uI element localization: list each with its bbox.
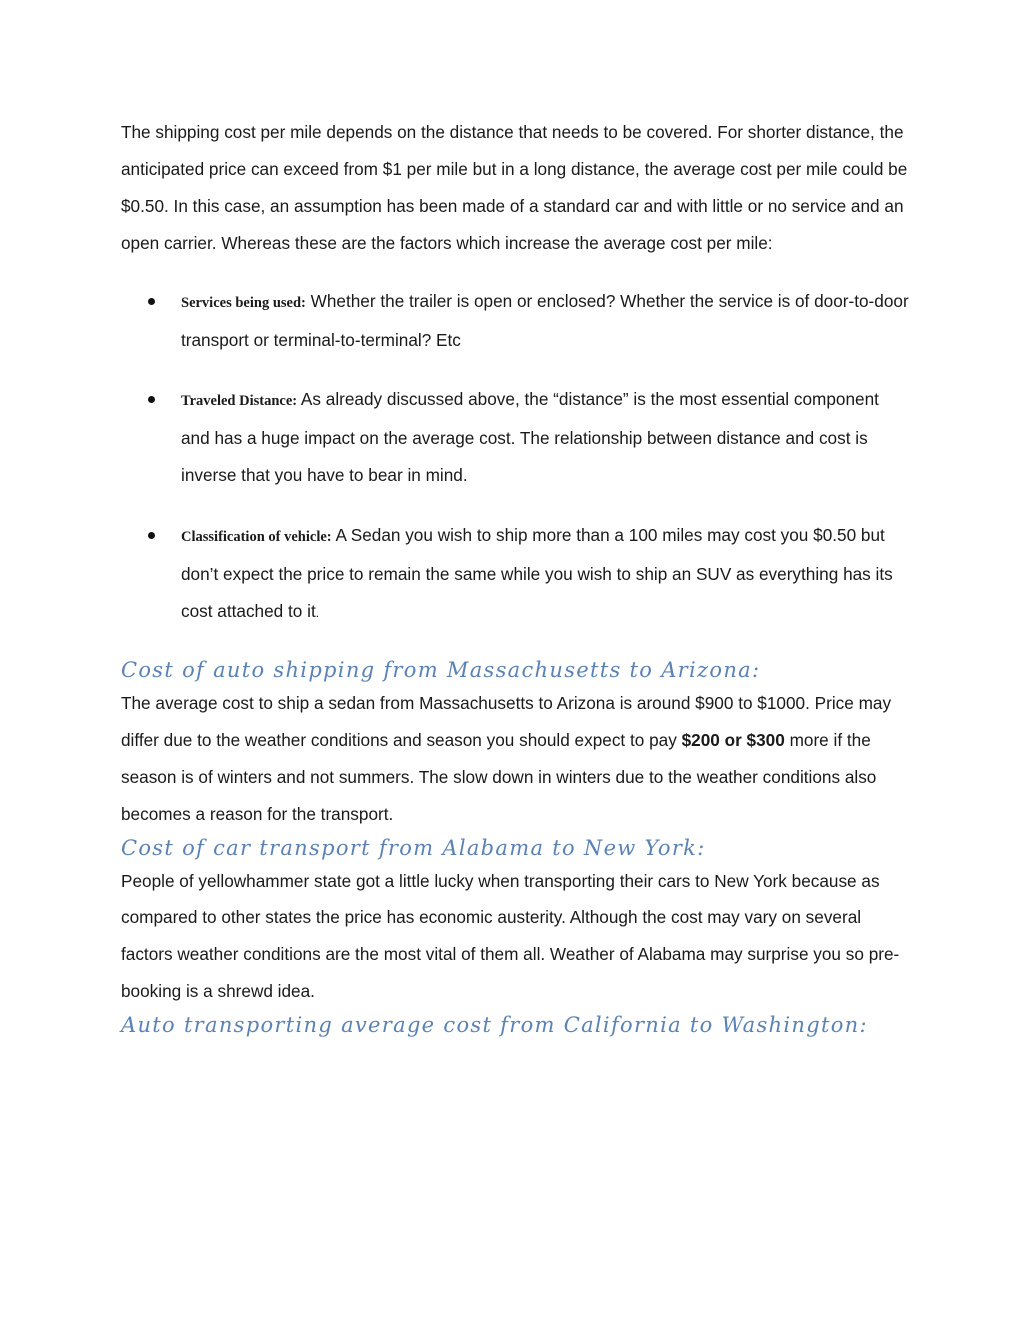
factor-term: Traveled Distance: xyxy=(181,393,298,410)
factor-text: Whether the trailer is open or enclosed? Whether the service is of door-to-door transport or terminal-to-terminal? Etc xyxy=(181,290,909,350)
list-item xyxy=(121,517,911,632)
section-heading-massachusetts-arizona: Cost of auto shipping from Massachusetts to Arizona: xyxy=(121,657,761,682)
section-heading-alabama-new-york: Cost of car transport from Alabama to New York: xyxy=(121,835,706,860)
cost-factors-list xyxy=(121,283,911,632)
bullet-icon xyxy=(148,396,155,403)
paragraph-text: more if the season is of winters and not summers. The slow down in winters due to the weather conditions also becomes a reason for the transport. xyxy=(121,729,877,824)
bullet-icon xyxy=(148,298,155,305)
section-paragraph-alabama-new-york: People of yellowhammer state got a little lucky when transporting their cars to New York because as compared to other states the price has economic austerity. Although the cost may vary on several factors weather conditions are the most vital of them all. Weather of Alabama may surprise you so pre-booking is a shrewd idea. xyxy=(121,870,900,1002)
document-page xyxy=(121,114,911,1040)
paragraph-text: The average cost to ship a sedan from Massachusetts to Arizona is around $900 to $1000. Price may differ due to the weather conditions and season you should expect to pay xyxy=(121,692,892,750)
factor-text: As already discussed above, the “distance” is the most essential component and has a huge impact on the average cost. The relationship between distance and cost is inverse that you have to bear in mind. xyxy=(181,389,879,486)
factor-term: Services being used: xyxy=(181,294,306,311)
factor-end: . xyxy=(315,605,320,620)
price-highlight: $200 or $300 xyxy=(681,729,785,750)
bullet-icon xyxy=(148,532,155,539)
factor-text: A Sedan you wish to ship more than a 100 miles may cost you $0.50 but don’t expect the price to remain the same while you wish to ship an SUV as everything has its cost attached to it xyxy=(181,525,893,621)
list-item xyxy=(121,283,911,359)
section-heading-california-washington: Auto transporting average cost from California to Washington: xyxy=(121,1013,868,1038)
list-item xyxy=(121,381,911,494)
factor-term: Classification of vehicle: xyxy=(181,529,332,546)
intro-paragraph: The shipping cost per mile depends on the distance that needs to be covered. For shorter distance, the anticipated price can exceed from $1 per mile but in a long distance, the average cost per mile could be $0.50. In this case, an assumption has been made of a standard car and with little or no service and an open carrier. Whereas these are the factors which increase the average cost per mile: xyxy=(121,122,908,253)
section-paragraph-massachusetts-arizona xyxy=(121,685,911,833)
